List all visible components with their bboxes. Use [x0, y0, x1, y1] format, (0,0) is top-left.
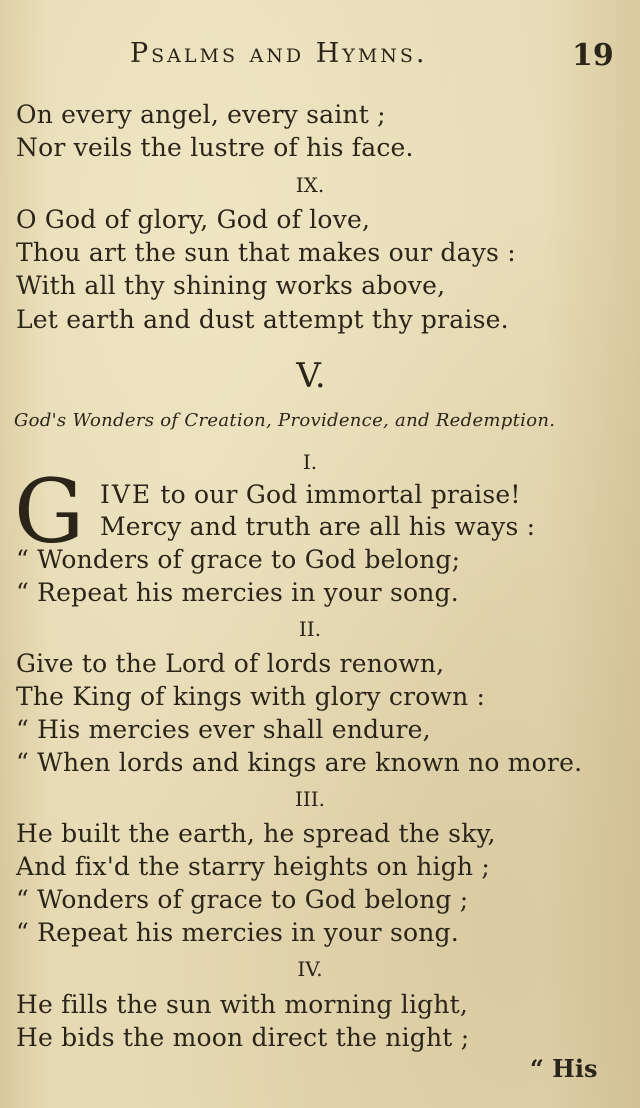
- verse-line-rest: to our God immortal praise!: [152, 480, 521, 509]
- verse-line-first: [100, 480, 521, 509]
- verse-line: “ Repeat his mercies in your song.: [16, 918, 459, 947]
- verse-line: With all thy shining works above,: [16, 271, 446, 300]
- verse-line: Mercy and truth are all his ways :: [100, 512, 536, 541]
- verse-line: “ When lords and kings are known no more.: [16, 748, 583, 777]
- stanza-numeral: II.: [298, 617, 322, 641]
- stanza-numeral: IX.: [295, 173, 325, 197]
- verse-line: On every angel, every saint ;: [16, 100, 386, 129]
- verse-line: The King of kings with glory crown :: [16, 682, 486, 711]
- verse-line: O God of glory, God of love,: [16, 205, 371, 234]
- verse-line: Give to the Lord of lords renown,: [16, 649, 445, 678]
- verse-line: He fills the sun with morning light,: [16, 990, 469, 1019]
- verse-line: “ Wonders of grace to God belong;: [16, 545, 461, 574]
- stanza-numeral: IV.: [297, 957, 323, 981]
- page-number: 19: [572, 38, 614, 73]
- verse-line: Let earth and dust attempt thy praise.: [16, 305, 509, 334]
- verse-line: “ His mercies ever shall endure,: [16, 715, 431, 744]
- verse-line: Thou art the sun that makes our days :: [16, 238, 516, 267]
- running-title: Psalms and Hymns.: [130, 38, 428, 69]
- stanza-numeral: III.: [294, 787, 326, 811]
- verse-line: Nor veils the lustre of his face.: [16, 133, 414, 162]
- initial-caps: IVE: [100, 480, 153, 509]
- verse-line: “ Repeat his mercies in your song.: [16, 578, 459, 607]
- verse-line: He built the earth, he spread the sky,: [16, 819, 496, 848]
- hymn-title: God's Wonders of Creation, Providence, and Redemption.: [14, 410, 556, 431]
- drop-cap: G: [14, 460, 85, 563]
- verse-line: And fix'd the starry heights on high ;: [16, 852, 491, 881]
- verse-line: He bids the moon direct the night ;: [16, 1023, 470, 1052]
- stanza-numeral: I.: [302, 450, 318, 474]
- verse-line: “ Wonders of grace to God belong ;: [16, 885, 469, 914]
- hymn-number: V.: [296, 356, 326, 396]
- catchword: “ His: [530, 1054, 598, 1083]
- running-head: [0, 38, 640, 78]
